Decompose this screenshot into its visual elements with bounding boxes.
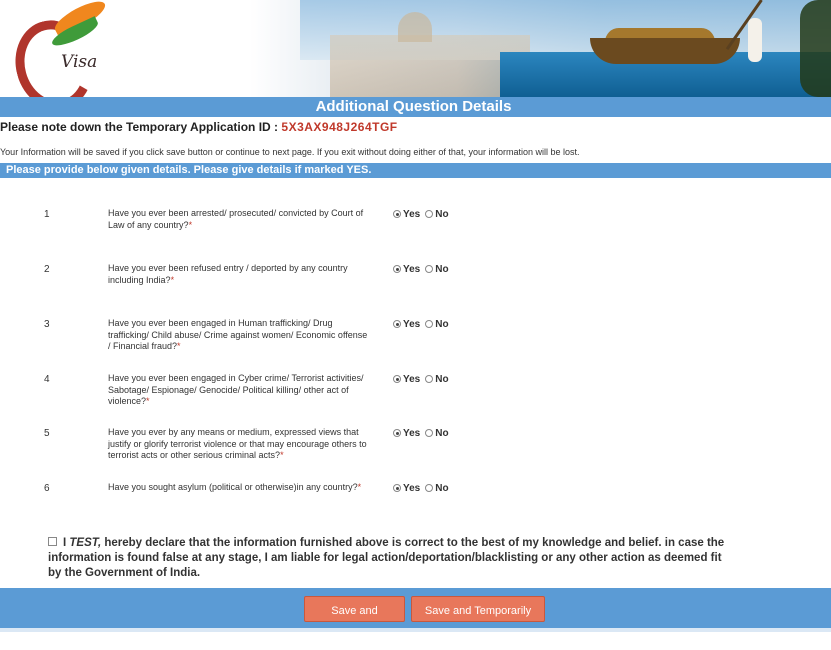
section-header-text: Please provide below given details. Please give details if marked YES. [6,164,372,176]
answer-options [393,319,454,330]
declaration-checkbox[interactable] [48,537,57,546]
save-and-exit-button[interactable]: Save and Temporarily Exit [411,596,545,622]
required-mark: * [177,341,181,351]
footer-divider [0,628,831,632]
answer-options [393,264,454,275]
radio-no-label: No [435,319,449,330]
banner-person [748,18,762,62]
declaration-prefix: I [63,537,67,549]
question-text [108,263,370,286]
radio-yes-label: Yes [403,209,421,220]
temp-id-label: Please note down the Temporary Application ID : [0,120,279,134]
radio-yes-label: Yes [403,428,421,439]
radio-no[interactable] [425,320,433,328]
temp-application-id [0,120,398,134]
required-mark: * [280,450,284,460]
save-notice: Your Information will be saved if you click save button or continue to next page. If you exit without doing either of that, your information will be lost. [0,147,580,157]
question-text [108,482,370,494]
radio-yes-label: Yes [403,319,421,330]
section-header [0,163,831,178]
evisa-logo [12,2,122,94]
required-mark: * [188,219,193,230]
question-label: Have you ever by any means or medium, expressed views that justify or glorify terrorist violence or that may encourage others to terrorist acts or other serious criminal acts? [108,427,367,460]
question-text [108,318,370,353]
radio-yes-label: Yes [403,374,421,385]
question-number: 5 [44,428,50,439]
radio-yes[interactable] [393,429,401,437]
declaration [48,536,738,581]
question-label: Have you ever been refused entry / deported by any country including India? [108,263,348,285]
question-text [108,208,370,231]
radio-no-label: No [435,264,449,275]
required-mark: * [357,482,362,492]
banner-tree [800,0,831,97]
declaration-name: TEST, [69,537,102,549]
required-mark: * [146,396,150,406]
banner-dome [398,12,432,42]
radio-yes[interactable] [393,320,401,328]
question-text [108,373,370,408]
answer-options [393,209,454,220]
radio-no[interactable] [425,265,433,273]
answer-options [393,483,454,494]
save-and-continue-button[interactable]: Save and Continue [304,596,405,622]
question-label: Have you ever been arrested/ prosecuted/ convicted by Court of Law of any country? [108,208,364,230]
question-number: 4 [44,374,50,385]
answer-options [393,374,454,385]
radio-no-label: No [435,209,449,220]
radio-yes[interactable] [393,375,401,383]
radio-no[interactable] [425,429,433,437]
question-label: Have you sought asylum (political or otherwise)in any country? [108,482,358,492]
question-number: 3 [44,319,50,330]
question-number: 2 [44,264,50,275]
page-title-bar [0,97,831,117]
header-banner [0,0,831,97]
question-number: 1 [44,209,50,220]
radio-yes[interactable] [393,484,401,492]
radio-yes-label: Yes [403,264,421,275]
radio-yes-label: Yes [403,483,421,494]
page-title: Additional Question Details [315,98,512,115]
banner-boat [590,38,740,64]
radio-no-label: No [435,483,449,494]
logo-text: Visa [61,52,98,72]
radio-no[interactable] [425,484,433,492]
radio-no-label: No [435,374,449,385]
radio-yes[interactable] [393,265,401,273]
question-label: Have you ever been engaged in Cyber crime/ Terrorist activities/ Sabotage/ Espionage/ Genocide/ Political killing/ other act of violence? [108,373,364,406]
answer-options [393,428,454,439]
question-number: 6 [44,483,50,494]
question-label: Have you ever been engaged in Human trafficking/ Drug trafficking/ Child abuse/ Crime against women/ Economic offense / Financial fraud? [108,318,368,351]
declaration-text: hereby declare that the information furnished above is correct to the best of my knowledge and belief. in case the information is found false at any stage, I am liable for legal action/deportation/blacklisting or any other action as deemed fit by the Government of India. [48,537,725,579]
required-mark: * [170,274,175,285]
radio-no[interactable] [425,375,433,383]
question-text [108,427,370,462]
radio-no-label: No [435,428,449,439]
temp-id-value: 5X3AX948J264TGF [281,120,398,134]
radio-no[interactable] [425,210,433,218]
radio-yes[interactable] [393,210,401,218]
